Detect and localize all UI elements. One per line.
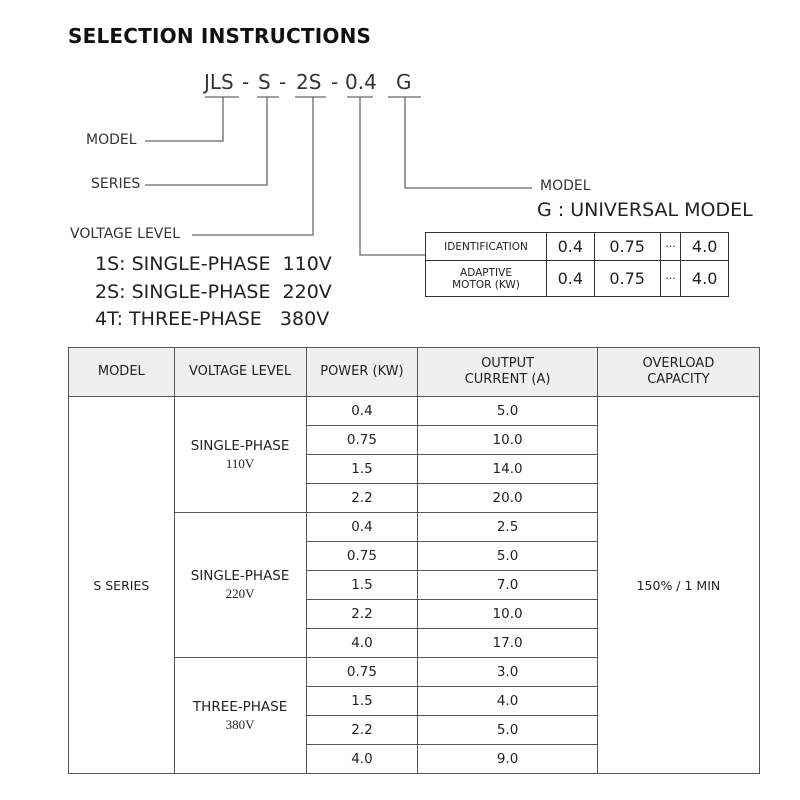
voltage-level-cell (174, 658, 306, 774)
model-table (68, 347, 760, 774)
power-cell: 4.0 (306, 745, 418, 774)
column-header: POWER (KW) (306, 348, 418, 397)
volt-label: 220V (225, 586, 255, 601)
power-cell: 2.2 (306, 716, 418, 745)
header-row (69, 348, 760, 397)
column-header: VOLTAGE LEVEL (174, 348, 306, 397)
code-sep: - (331, 70, 339, 94)
table-row (426, 261, 729, 297)
voltage-level-cell (174, 397, 306, 513)
cell: 0.75 (594, 233, 660, 261)
code-sep: - (279, 70, 287, 94)
column-header: OVERLOAD CAPACITY (597, 348, 759, 397)
table-row (426, 233, 729, 261)
current-cell: 17.0 (418, 629, 598, 658)
identification-table (425, 232, 729, 297)
code-model: JLS (204, 70, 234, 94)
code-series: S (258, 70, 271, 94)
power-cell: 0.4 (306, 397, 418, 426)
row-label: IDENTIFICATION (426, 233, 547, 261)
current-cell: 3.0 (418, 658, 598, 687)
voltage-option: 2S: SINGLE-PHASE 220V (95, 281, 332, 303)
power-cell: 2.2 (306, 600, 418, 629)
power-cell: 0.75 (306, 542, 418, 571)
overload-cell: 150% / 1 MIN (597, 397, 759, 774)
row-label (426, 261, 547, 297)
phase-label: THREE-PHASE (192, 698, 288, 715)
power-cell: 0.75 (306, 426, 418, 455)
power-cell: 1.5 (306, 571, 418, 600)
power-cell: 1.5 (306, 455, 418, 484)
page-title: SELECTION INSTRUCTIONS (68, 24, 372, 48)
current-cell: 10.0 (418, 600, 598, 629)
power-cell: 0.75 (306, 658, 418, 687)
cell: 4.0 (681, 261, 729, 297)
current-cell: 10.0 (418, 426, 598, 455)
voltage-option: 4T: THREE-PHASE 380V (95, 308, 330, 330)
voltage-level-cell (174, 513, 306, 658)
label-voltage-level: VOLTAGE LEVEL (70, 226, 181, 242)
volt-label: 110V (225, 455, 255, 471)
code-power: 0.4 (345, 70, 377, 94)
current-cell: 2.5 (418, 513, 598, 542)
current-cell: 5.0 (418, 716, 598, 745)
current-cell: 4.0 (418, 687, 598, 716)
column-header: OUTPUT CURRENT (A) (418, 348, 598, 397)
power-cell: 0.4 (306, 513, 418, 542)
power-cell: 1.5 (306, 687, 418, 716)
phase-label: SINGLE-PHASE (190, 437, 290, 454)
current-cell: 5.0 (418, 397, 598, 426)
code-sep: - (242, 70, 250, 94)
label-line: ADAPTIVE (460, 266, 512, 279)
power-cell: 4.0 (306, 629, 418, 658)
cell: 0.4 (547, 233, 595, 261)
power-cell: 2.2 (306, 484, 418, 513)
current-cell: 20.0 (418, 484, 598, 513)
cell: ··· (660, 233, 681, 261)
label-line: MOTOR (KW) (452, 278, 520, 291)
table-row (69, 397, 760, 426)
cell: ··· (660, 261, 681, 297)
model-cell: S SERIES (69, 397, 175, 774)
label-model: MODEL (86, 132, 137, 148)
volt-label: 380V (225, 716, 255, 732)
phase-label: SINGLE-PHASE (190, 568, 290, 584)
current-cell: 5.0 (418, 542, 598, 571)
cell: 0.75 (594, 261, 660, 297)
code-type: G (396, 70, 412, 94)
current-cell: 7.0 (418, 571, 598, 600)
current-cell: 9.0 (418, 745, 598, 774)
current-cell: 14.0 (418, 455, 598, 484)
voltage-option: 1S: SINGLE-PHASE 110V (95, 253, 332, 275)
label-type-model: MODEL (540, 178, 591, 194)
code-voltage: 2S (296, 70, 322, 94)
cell: 4.0 (681, 233, 729, 261)
cell: 0.4 (547, 261, 595, 297)
label-series: SERIES (91, 176, 141, 192)
type-description: G : UNIVERSAL MODEL (537, 199, 753, 221)
column-header: MODEL (69, 348, 175, 397)
